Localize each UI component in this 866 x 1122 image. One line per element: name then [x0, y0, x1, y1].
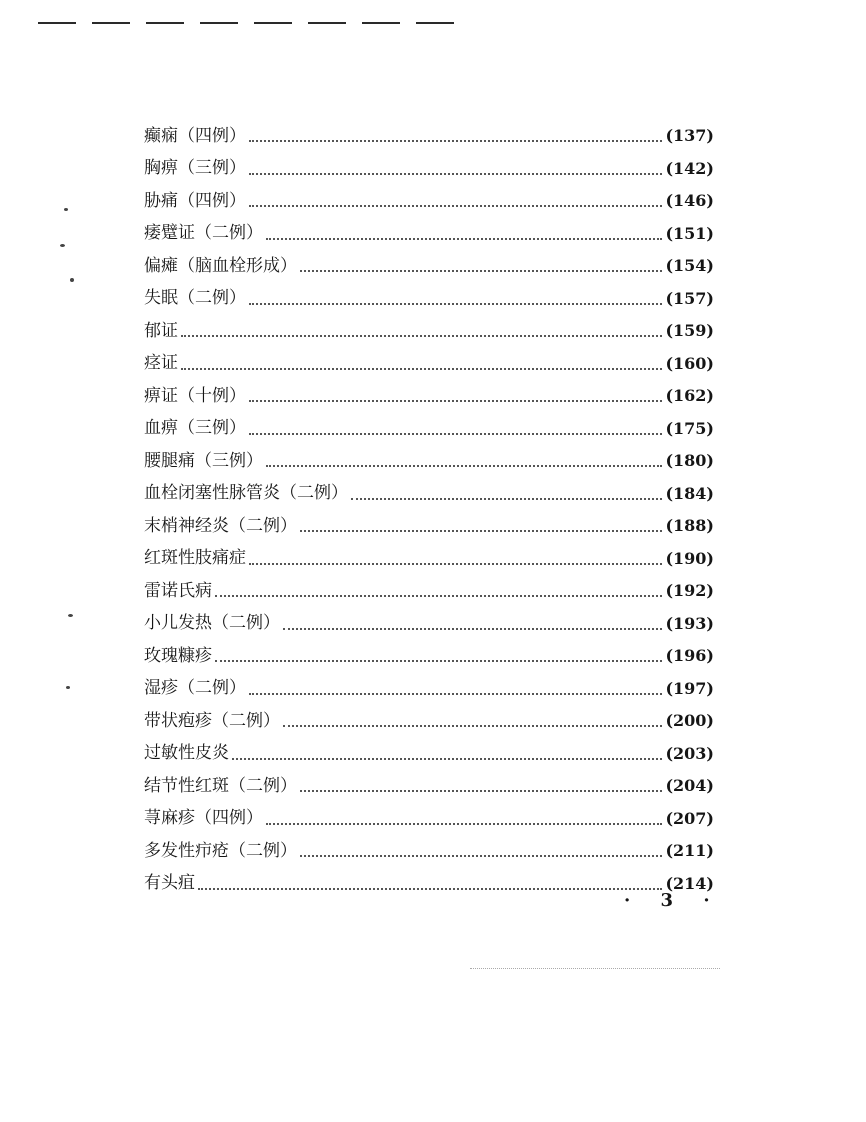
toc-entry-page: (175)	[665, 418, 714, 438]
toc-dot-leader	[300, 270, 662, 272]
toc-entry-title: 胸痹（三例）	[144, 158, 246, 179]
toc-entry[interactable]	[144, 835, 714, 868]
toc-dot-leader	[198, 888, 662, 890]
toc-entry[interactable]	[144, 738, 714, 771]
toc-entry-title: 荨麻疹（四例）	[144, 808, 263, 829]
toc-entry-title: 痿躄证（二例）	[144, 223, 263, 244]
toc-entry-page: (188)	[665, 516, 714, 536]
toc-entry-page: (180)	[665, 451, 714, 471]
toc-dot-leader	[181, 335, 662, 337]
toc-entry-title: 癫痫（四例）	[144, 125, 246, 146]
toc-entry[interactable]	[144, 413, 714, 446]
toc-entry-title: 痹证（十例）	[144, 385, 246, 406]
toc-dot-leader	[181, 368, 662, 370]
toc-entry[interactable]	[144, 803, 714, 836]
toc-dot-leader	[249, 205, 662, 207]
toc-entry-page: (154)	[665, 256, 714, 276]
header-dash	[362, 22, 400, 24]
toc-entry[interactable]	[144, 348, 714, 381]
toc-entry-title: 小儿发热（二例）	[144, 613, 280, 634]
toc-entry-title: 血痹（三例）	[144, 418, 246, 439]
toc-dot-leader	[249, 173, 662, 175]
toc-entry-title: 湿疹（二例）	[144, 678, 246, 699]
toc-entry[interactable]	[144, 120, 714, 153]
toc-entry-page: (197)	[665, 678, 714, 698]
toc-entry-page: (162)	[665, 386, 714, 406]
toc-entry-page: (142)	[665, 158, 714, 178]
toc-entry[interactable]	[144, 640, 714, 673]
toc-entry[interactable]	[144, 250, 714, 283]
toc-dot-leader	[249, 563, 662, 565]
toc-entry-page: (151)	[665, 223, 714, 243]
toc-entry-title: 痉证	[144, 353, 178, 374]
toc-dot-leader	[215, 660, 662, 662]
scan-speck	[66, 686, 70, 689]
header-dash	[416, 22, 454, 24]
toc-dot-leader	[215, 595, 662, 597]
toc-entry[interactable]	[144, 153, 714, 186]
toc-dot-leader	[351, 498, 662, 500]
toc-entry[interactable]	[144, 380, 714, 413]
toc-entry-page: (196)	[665, 646, 714, 666]
toc-entry-title: 雷诺氏病	[144, 580, 212, 601]
toc-entry[interactable]	[144, 543, 714, 576]
toc-dot-leader	[249, 140, 662, 142]
toc-entry[interactable]	[144, 445, 714, 478]
toc-dot-leader	[266, 465, 662, 467]
toc-entry[interactable]	[144, 478, 714, 511]
header-dash	[200, 22, 238, 24]
toc-entry[interactable]	[144, 705, 714, 738]
toc-entry-page: (192)	[665, 581, 714, 601]
toc-entry-page: (190)	[665, 548, 714, 568]
toc-entry-title: 过敏性皮炎	[144, 743, 229, 764]
toc-entry-title: 腰腿痛（三例）	[144, 450, 263, 471]
toc-entry-title: 玫瑰糠疹	[144, 645, 212, 666]
toc-entry-page: (160)	[665, 353, 714, 373]
toc-entry[interactable]	[144, 770, 714, 803]
toc-entry-title: 胁痛（四例）	[144, 190, 246, 211]
toc-entry-page: (204)	[665, 776, 714, 796]
toc-dot-leader	[249, 433, 662, 435]
toc-dot-leader	[266, 238, 662, 240]
toc-dot-leader	[266, 823, 662, 825]
toc-entry[interactable]	[144, 510, 714, 543]
toc-entry[interactable]	[144, 218, 714, 251]
toc-entry-page: (200)	[665, 711, 714, 731]
toc-entry-title: 末梢神经炎（二例）	[144, 515, 297, 536]
toc-entry-page: (137)	[665, 126, 714, 146]
toc-entry-page: (193)	[665, 613, 714, 633]
toc-entry-title: 失眠（二例）	[144, 288, 246, 309]
toc-dot-leader	[300, 855, 662, 857]
header-dash-rule	[38, 22, 454, 24]
toc-entry-title: 偏瘫（脑血栓形成）	[144, 255, 297, 276]
toc-entry[interactable]	[144, 283, 714, 316]
header-dash	[254, 22, 292, 24]
header-dash	[146, 22, 184, 24]
toc-entry[interactable]	[144, 185, 714, 218]
page-number: · 3 ·	[624, 890, 722, 911]
toc-entry-title: 多发性疖疮（二例）	[144, 840, 297, 861]
toc-dot-leader	[300, 530, 662, 532]
toc-entry-title: 带状疱疹（二例）	[144, 710, 280, 731]
toc-entry-title: 有头疽	[144, 873, 195, 894]
toc-entry-page: (146)	[665, 191, 714, 211]
scan-speck	[70, 278, 74, 282]
toc-entry[interactable]	[144, 575, 714, 608]
toc-entry-title: 结节性红斑（二例）	[144, 775, 297, 796]
header-dash	[92, 22, 130, 24]
toc-entry-page: (203)	[665, 743, 714, 763]
scan-speck	[60, 244, 65, 247]
toc-entry-page: (207)	[665, 808, 714, 828]
toc-entry-page: (159)	[665, 321, 714, 341]
toc-entry[interactable]	[144, 673, 714, 706]
header-dash	[308, 22, 346, 24]
toc-entry-title: 血栓闭塞性脉管炎（二例）	[144, 483, 348, 504]
table-of-contents	[144, 120, 714, 900]
scan-artifact-line	[470, 968, 720, 969]
toc-entry-page: (157)	[665, 288, 714, 308]
toc-dot-leader	[283, 628, 662, 630]
toc-dot-leader	[249, 693, 662, 695]
toc-entry-page: (214)	[665, 873, 714, 893]
toc-dot-leader	[232, 758, 662, 760]
toc-dot-leader	[283, 725, 662, 727]
toc-entry-title: 郁证	[144, 320, 178, 341]
toc-dot-leader	[249, 400, 662, 402]
toc-entry-page: (184)	[665, 483, 714, 503]
toc-entry-page: (211)	[665, 841, 714, 861]
scan-speck	[68, 614, 73, 617]
toc-dot-leader	[300, 790, 662, 792]
toc-entry-title: 红斑性肢痛症	[144, 548, 246, 569]
toc-entry[interactable]	[144, 315, 714, 348]
scan-speck	[64, 208, 68, 211]
toc-entry[interactable]	[144, 608, 714, 641]
header-dash	[38, 22, 76, 24]
toc-dot-leader	[249, 303, 662, 305]
